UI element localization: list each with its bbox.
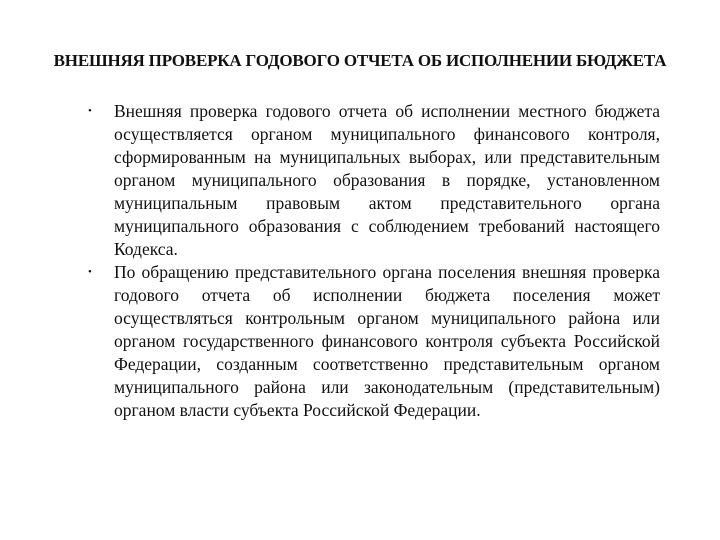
bullet-item-settlement-audit bbox=[88, 261, 660, 422]
bullet-dot-icon: • bbox=[88, 266, 92, 278]
bullet-dot-icon: • bbox=[88, 105, 92, 117]
bullet-list bbox=[88, 100, 660, 422]
slide-title: ВНЕШНЯЯ ПРОВЕРКА ГОДОВОГО ОТЧЕТА ОБ ИСПОЛНЕНИИ БЮДЖЕТА bbox=[53, 51, 667, 70]
bullet-text: По обращению представительного органа поселения внешняя проверка годового отчета об исполнении бюджета поселения может осуществляться контрольным органом муниципального района или органом государственного финансового контроля субъекта Российской Федерации, созданным соответственно представительным органом муниципального района или законодательным (представительным) органом власти субъекта Российской Федерации. bbox=[114, 262, 660, 420]
bullet-text: Внешняя проверка годового отчета об исполнении местного бюджета осуществляется органом муниципального финансового контроля, сформированным на муниципальных выборах, или представительным органом муниципального образования в порядке, установленном муниципальным правовым актом представительного органа муниципального образования с соблюдением требований настоящего Кодекса. bbox=[114, 101, 660, 259]
bullet-item-local-budget-audit bbox=[88, 100, 660, 261]
